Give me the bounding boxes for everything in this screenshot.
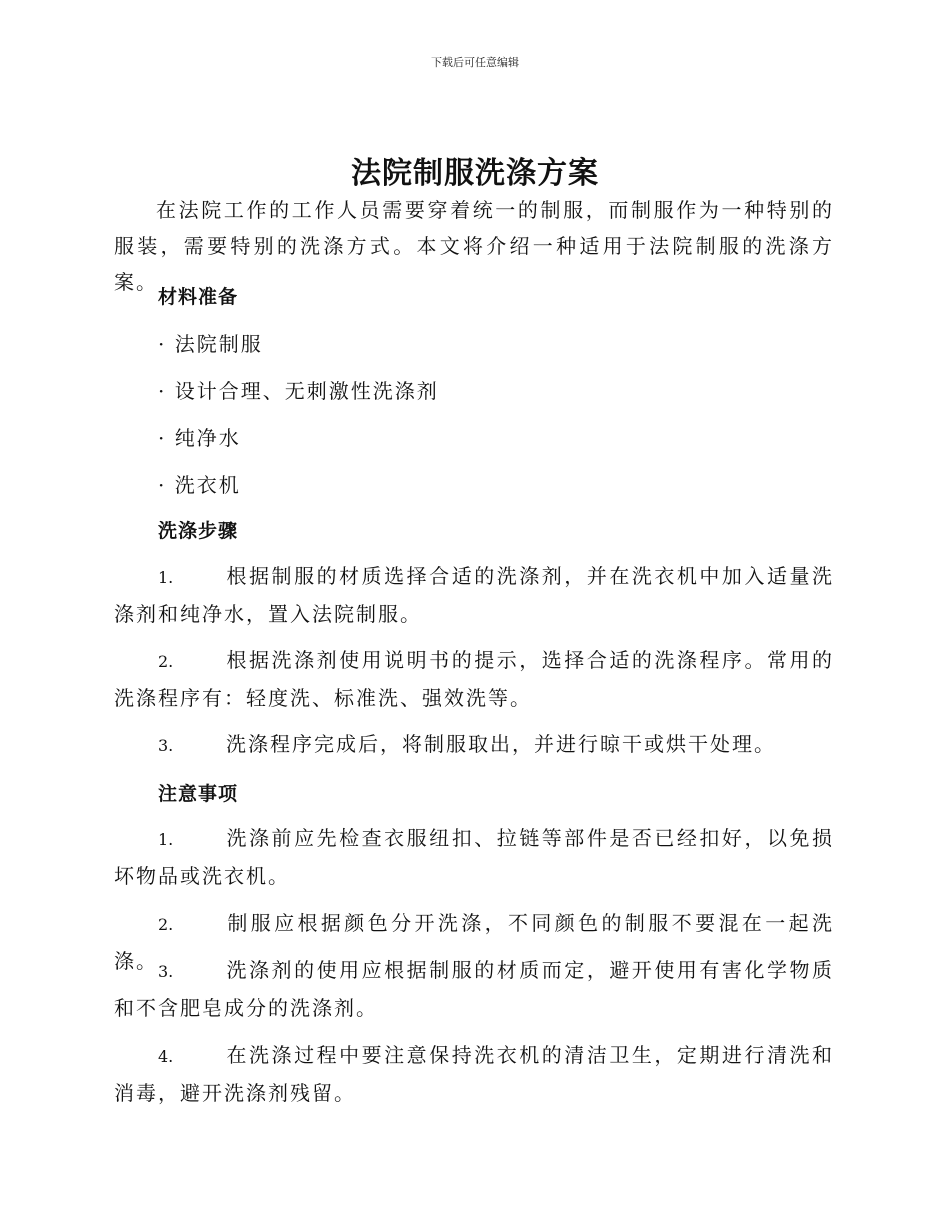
step-item — [114, 558, 834, 633]
notes-heading: 注意事项 — [158, 783, 239, 805]
intro-paragraph: 在法院工作的工作人员需要穿着统一的制服，而制服作为一种特别的服装，需要特别的洗涤方式。本文将介绍一种适用于法院制服的洗涤方案。 — [114, 198, 834, 294]
step-number: 2. — [158, 652, 174, 671]
header-note: 下载后可任意编辑 — [431, 56, 519, 69]
note-number: 3. — [158, 962, 174, 981]
note-text: 制服应根据颜色分开洗涤，不同颜色的制服不要混在一起洗涤。 — [114, 911, 834, 973]
material-item: · 纯净水 — [158, 426, 241, 450]
step-number: 1. — [158, 568, 174, 587]
note-item — [114, 1037, 834, 1112]
step-text: 洗涤程序完成后，将制服取出，并进行晾干或烘干处理。 — [226, 732, 776, 756]
material-item: · 法院制服 — [158, 332, 263, 356]
step-text: 根据制服的材质选择合适的洗涤剂，并在洗衣机中加入适量洗涤剂和纯净水，置入法院制服。 — [114, 564, 834, 626]
steps-heading: 洗涤步骤 — [158, 520, 239, 542]
page-title: 法院制服洗涤方案 — [351, 156, 599, 191]
material-item: · 洗衣机 — [158, 473, 241, 497]
note-item — [114, 820, 834, 895]
step-text: 根据洗涤剂使用说明书的提示，选择合适的洗涤程序。常用的洗涤程序有：轻度洗、标准洗、强效洗等。 — [114, 648, 834, 710]
note-item — [114, 952, 834, 1027]
step-item — [114, 726, 834, 764]
note-number: 4. — [158, 1047, 174, 1066]
note-text: 洗涤剂的使用应根据制服的材质而定，避开使用有害化学物质和不含肥皂成分的洗涤剂。 — [114, 958, 834, 1020]
note-text: 在洗涤过程中要注意保持洗衣机的清洁卫生，定期进行清洗和消毒，避开洗涤剂残留。 — [114, 1043, 834, 1105]
step-number: 3. — [158, 736, 174, 755]
step-item — [114, 642, 834, 717]
materials-heading: 材料准备 — [158, 286, 239, 308]
note-text: 洗涤前应先检查衣服纽扣、拉链等部件是否已经扣好，以免损坏物品或洗衣机。 — [114, 826, 834, 888]
note-number: 1. — [158, 830, 174, 849]
material-item: · 设计合理、无刺激性洗涤剂 — [158, 379, 439, 403]
note-number: 2. — [158, 915, 174, 934]
